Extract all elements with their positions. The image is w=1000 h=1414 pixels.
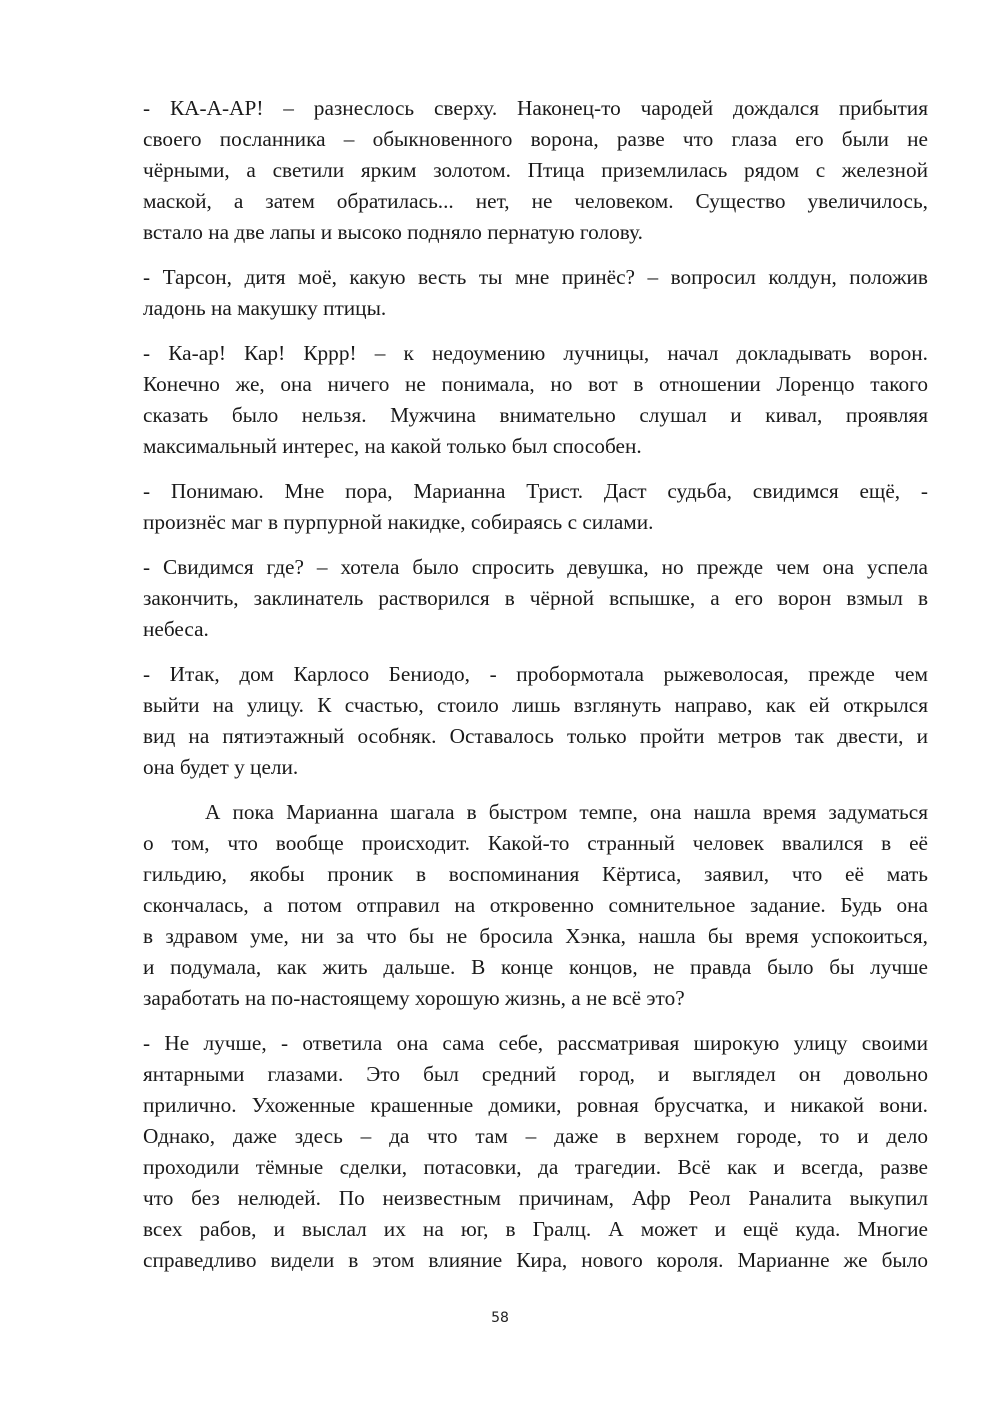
text-line: прилично. Ухоженные крашенные домики, ровная брусчатка, и никакой вони.: [143, 1093, 928, 1117]
text-line: всех рабов, и выслал их на юг, в Гралц. А может и ещё куда. Многие: [143, 1217, 928, 1241]
text-line: маской, а затем обратилась... нет, не человеком. Существо увеличилось,: [143, 189, 928, 213]
text-line: Конечно же, она ничего не понимала, но вот в отношении Лоренцо такого: [143, 372, 928, 396]
text-line: справедливо видели в этом влияние Кира, нового короля. Марианне же было: [143, 1248, 928, 1272]
text-line: в здравом уме, ни за что бы не бросила Хэнка, нашла бы время успокоиться,: [143, 924, 928, 948]
paragraph: [143, 338, 928, 462]
text-line: встало на две лапы и высоко подняло пернатую голову.: [143, 220, 643, 244]
text-line: - Итак, дом Карлосо Бениодо, - пробормотала рыжеволосая, прежде чем: [143, 662, 928, 686]
text-line: гильдию, якобы проник в воспоминания Кёртиса, заявил, что её мать: [143, 862, 928, 886]
text-line: о том, что вообще происходит. Какой-то странный человек ввалился в её: [143, 831, 928, 855]
text-line: произнёс маг в пурпурной накидке, собираясь с силами.: [143, 510, 654, 534]
text-line: - Тарсон, дитя моё, какую весть ты мне принёс? – вопросил колдун, положив: [143, 265, 928, 289]
text-line: заработать на по-настоящему хорошую жизнь, а не всё это?: [143, 986, 685, 1010]
text-line: - КА-А-АР! – разнеслось сверху. Наконец-то чародей дождался прибытия: [143, 96, 928, 120]
text-line: ладонь на макушку птицы.: [143, 296, 387, 320]
text-line: янтарными глазами. Это был средний город, и выглядел он довольно: [143, 1062, 928, 1086]
paragraph: [143, 797, 928, 1014]
text-line: проходили тёмные сделки, потасовки, да трагедии. Всё как и всегда, разве: [143, 1155, 928, 1179]
text-line: - Свидимся где? – хотела было спросить девушка, но прежде чем она успела: [143, 555, 928, 579]
text-line: закончить, заклинатель растворился в чёрной вспышке, а его ворон взмыл в: [143, 586, 928, 610]
paragraph: [143, 476, 928, 538]
page-number: 58: [491, 1310, 509, 1326]
text-line: сказать было нельзя. Мужчина внимательно слушал и кивал, проявляя: [143, 403, 928, 427]
text-line: что без нелюдей. По неизвестным причинам, Афр Реол Раналита выкупил: [143, 1186, 928, 1210]
text-line: чёрными, а светили ярким золотом. Птица приземлилась рядом с железной: [143, 158, 928, 182]
paragraph: [143, 659, 928, 783]
text-line: - Ка-ар! Кар! Кррр! – к недоумению лучницы, начал докладывать ворон.: [143, 341, 928, 365]
paragraph: [143, 262, 928, 324]
text-line: - Не лучше, - ответила она сама себе, рассматривая широкую улицу своими: [143, 1031, 928, 1055]
body-text: [143, 93, 928, 1276]
paragraph: [143, 1028, 928, 1276]
text-line: вид на пятиэтажный особняк. Оставалось только пройти метров так двести, и: [143, 724, 928, 748]
text-line: Однако, даже здесь – да что там – даже в верхнем городе, то и дело: [143, 1124, 928, 1148]
text-line: своего посланника – обыкновенного ворона, разве что глаза его были не: [143, 127, 928, 151]
text-line: А пока Марианна шагала в быстром темпе, она нашла время задуматься: [205, 800, 928, 824]
text-line: она будет у цели.: [143, 755, 299, 779]
paragraph: [143, 93, 928, 248]
text-line: максимальный интерес, на какой только был способен.: [143, 434, 642, 458]
text-line: небеса.: [143, 617, 209, 641]
text-line: и подумала, как жить дальше. В конце концов, не правда было бы лучше: [143, 955, 928, 979]
text-line: - Понимаю. Мне пора, Марианна Трист. Даст судьба, свидимся ещё, -: [143, 479, 928, 503]
paragraph: [143, 552, 928, 645]
text-line: скончалась, а потом отправил на откровенно сомнительное задание. Будь она: [143, 893, 928, 917]
document-page: [143, 93, 928, 1290]
text-line: выйти на улицу. К счастью, стоило лишь взглянуть направо, как ей открылся: [143, 693, 928, 717]
